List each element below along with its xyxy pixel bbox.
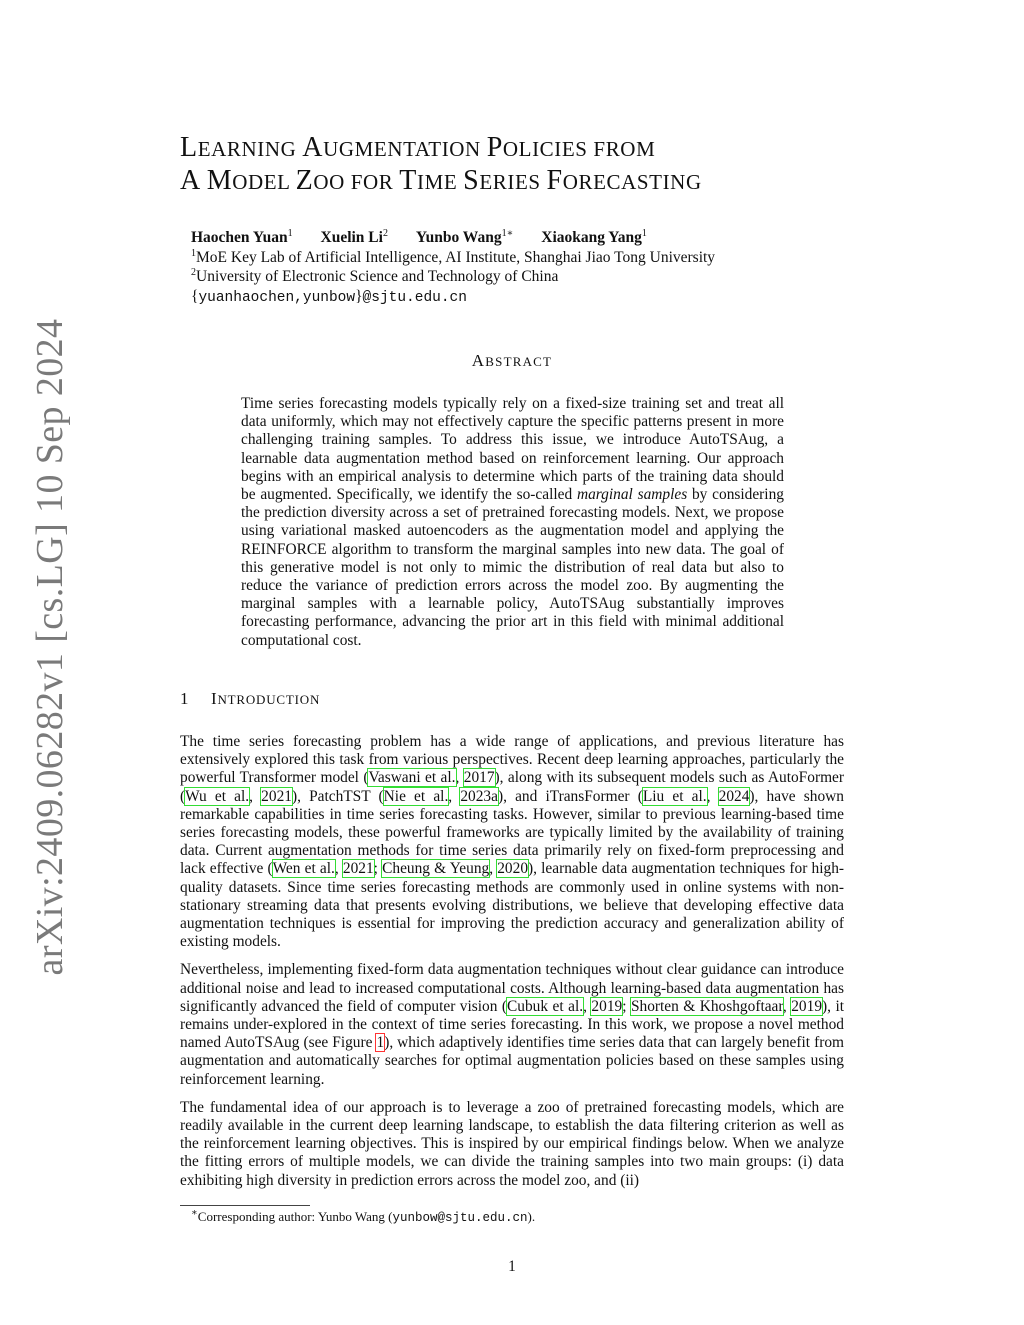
author-block [191, 228, 715, 308]
author: Xuelin Li$^2$ [320, 227, 388, 246]
abstract-heading: ABSTRACT [471, 351, 553, 370]
affiliation: $^1$MoE Key Lab of Artificial Intelligence, AI Institute, Shanghai Jiao Tong University [191, 247, 716, 266]
paragraph: The fundamental idea of our approach is to leverage a zoo of pretrained forecasting models, which are readily available in the current deep learning landscape, to establish the data filtering criterion as well as the reinforcement learning objectives. This is inspired by our empirical findings below. When we analyze the fitting errors of multiple models, we can divide the training samples into two main groups: (i) data exhibiting high diversity in prediction errors across the model zoo, and (ii) [180, 1098, 844, 1189]
citation-link[interactable]: Liu et al. [642, 787, 707, 805]
citation-link[interactable]: 2017 [463, 769, 495, 787]
page-number: 1 [508, 1258, 516, 1275]
arxiv-id: arXiv:2409.06282v1 [cs.LG] 10 Sep 2024 [29, 318, 71, 976]
citation-link[interactable]: Nie et al. [383, 787, 449, 805]
author-names [191, 228, 715, 248]
citation-link[interactable]: 2020 [497, 860, 529, 878]
citation-link[interactable]: Wen et al. [272, 860, 335, 878]
citation-link[interactable]: 2019 [591, 997, 623, 1015]
author: Yunbo Wang$^{1∗}$ [415, 227, 514, 246]
arxiv-sidebar-stamp [28, 318, 72, 976]
title-line-2: A MODEL ZOO FOR TIME SERIES FORECASTING [180, 165, 702, 196]
abstract-text: Time series forecasting models typically rely on a fixed-size training set and treat all data uniformly, which may not effectively capture the specific patterns present in more challenging training samples. To address this issue, we introduce AutoTSAug, a learnable data augmentation method based on reinforcement learning. Our approach begins with an empirical analysis to determine which parts of the training data should be augmented. Specifically, we identify the so-called marginal samples by considering the prediction diversity across a set of pretrained forecasting models. Next, we propose using variational masked autoencoders as the augmentation model and applying the REINFORCE algorithm to transform the marginal samples into new data. The goal of this generative model is not only to mimic the distribution of real data but also to reduce the variance of prediction errors across the model zoo. By augmenting the marginal samples with a learnable policy, AutoTSAug substantially improves forecasting performance, advancing the prior art in this field with minimal additional computational cost. [241, 395, 784, 649]
author: Xiaokang Yang$^1$ [541, 227, 647, 246]
figure-reference-link[interactable]: 1 [376, 1034, 385, 1052]
footnote-divider [180, 1205, 310, 1206]
citation-link[interactable]: 2024 [718, 787, 750, 805]
footnote: ∗Corresponding author: Yunbo Wang (yunbow@sjtu.edu.cn). [191, 1207, 536, 1225]
author: Haochen Yuan$^1$ [191, 227, 293, 246]
citation-link[interactable]: Wu et al. [185, 787, 250, 805]
citation-link[interactable]: Cubuk et al. [507, 997, 584, 1015]
paragraph: The time series forecasting problem has a wide range of applications, and previous literature has extensively explored this task from various perspectives. Recent deep learning approaches, particularly the powerful Transformer model (Vaswani et al., 2017), along with its subsequent models such as AutoFormer (Wu et al., 2021), PatchTST (Nie et al., 2023a), and iTransFormer (Liu et al., 2024), have shown remarkable capabilities in time series forecasting tasks. However, similar to previous learning-based time series forecasting models, these powerful frameworks are typically limited by the availability of training data. Current augmentation methods for time series data primarily rely on fixed-form preprocessing and lack effective (Wen et al., 2021; Cheung & Yeung, 2020), learnable data augmentation techniques for high-quality datasets. Since time series forecasting methods are commonly used in online systems with non-stationary streaming data that presents evolving distributions, we believe that developing effective data augmentation techniques is essential for improving the prediction accuracy and generalization ability of existing models. [180, 733, 845, 951]
citation-link[interactable]: 2019 [791, 997, 823, 1015]
citation-link[interactable]: Vaswani et al. [368, 769, 456, 787]
body-text [180, 733, 844, 1200]
paragraph: Nevertheless, implementing fixed-form data augmentation techniques without clear guidance can introduce additional noise and lead to increased computational costs. Although learning-based data augmentation has significantly advanced the field of computer vision (Cubuk et al., 2019; Shorten & Khoshgoftaar, 2019), it remains under-explored in the context of time series forecasting. In this work, we propose a novel method named AutoTSAug (see Figure 1), which adaptively identifies time series data that can largely benefit from augmentation and automatically searches for optimal augmentation policies based on these samples using reinforcement learning. [180, 961, 845, 1088]
title-line-1: LEARNING AUGMENTATION POLICIES FROM [180, 132, 656, 163]
citation-link[interactable]: 2023a [460, 787, 498, 805]
citation-link[interactable]: 2021 [261, 787, 292, 805]
section-heading-introduction: 1 INTRODUCTION [180, 689, 321, 708]
affiliation: $^2$University of Electronic Science and Technology of China [191, 266, 559, 285]
citation-link[interactable]: Cheung & Yeung [382, 860, 490, 878]
paper-title [180, 132, 880, 198]
citation-link[interactable]: Shorten & Khoshgoftaar [630, 997, 783, 1015]
citation-link[interactable]: 2021 [342, 860, 374, 878]
author-email: {yuanhaochen,yunbow}@sjtu.edu.cn [191, 287, 467, 306]
